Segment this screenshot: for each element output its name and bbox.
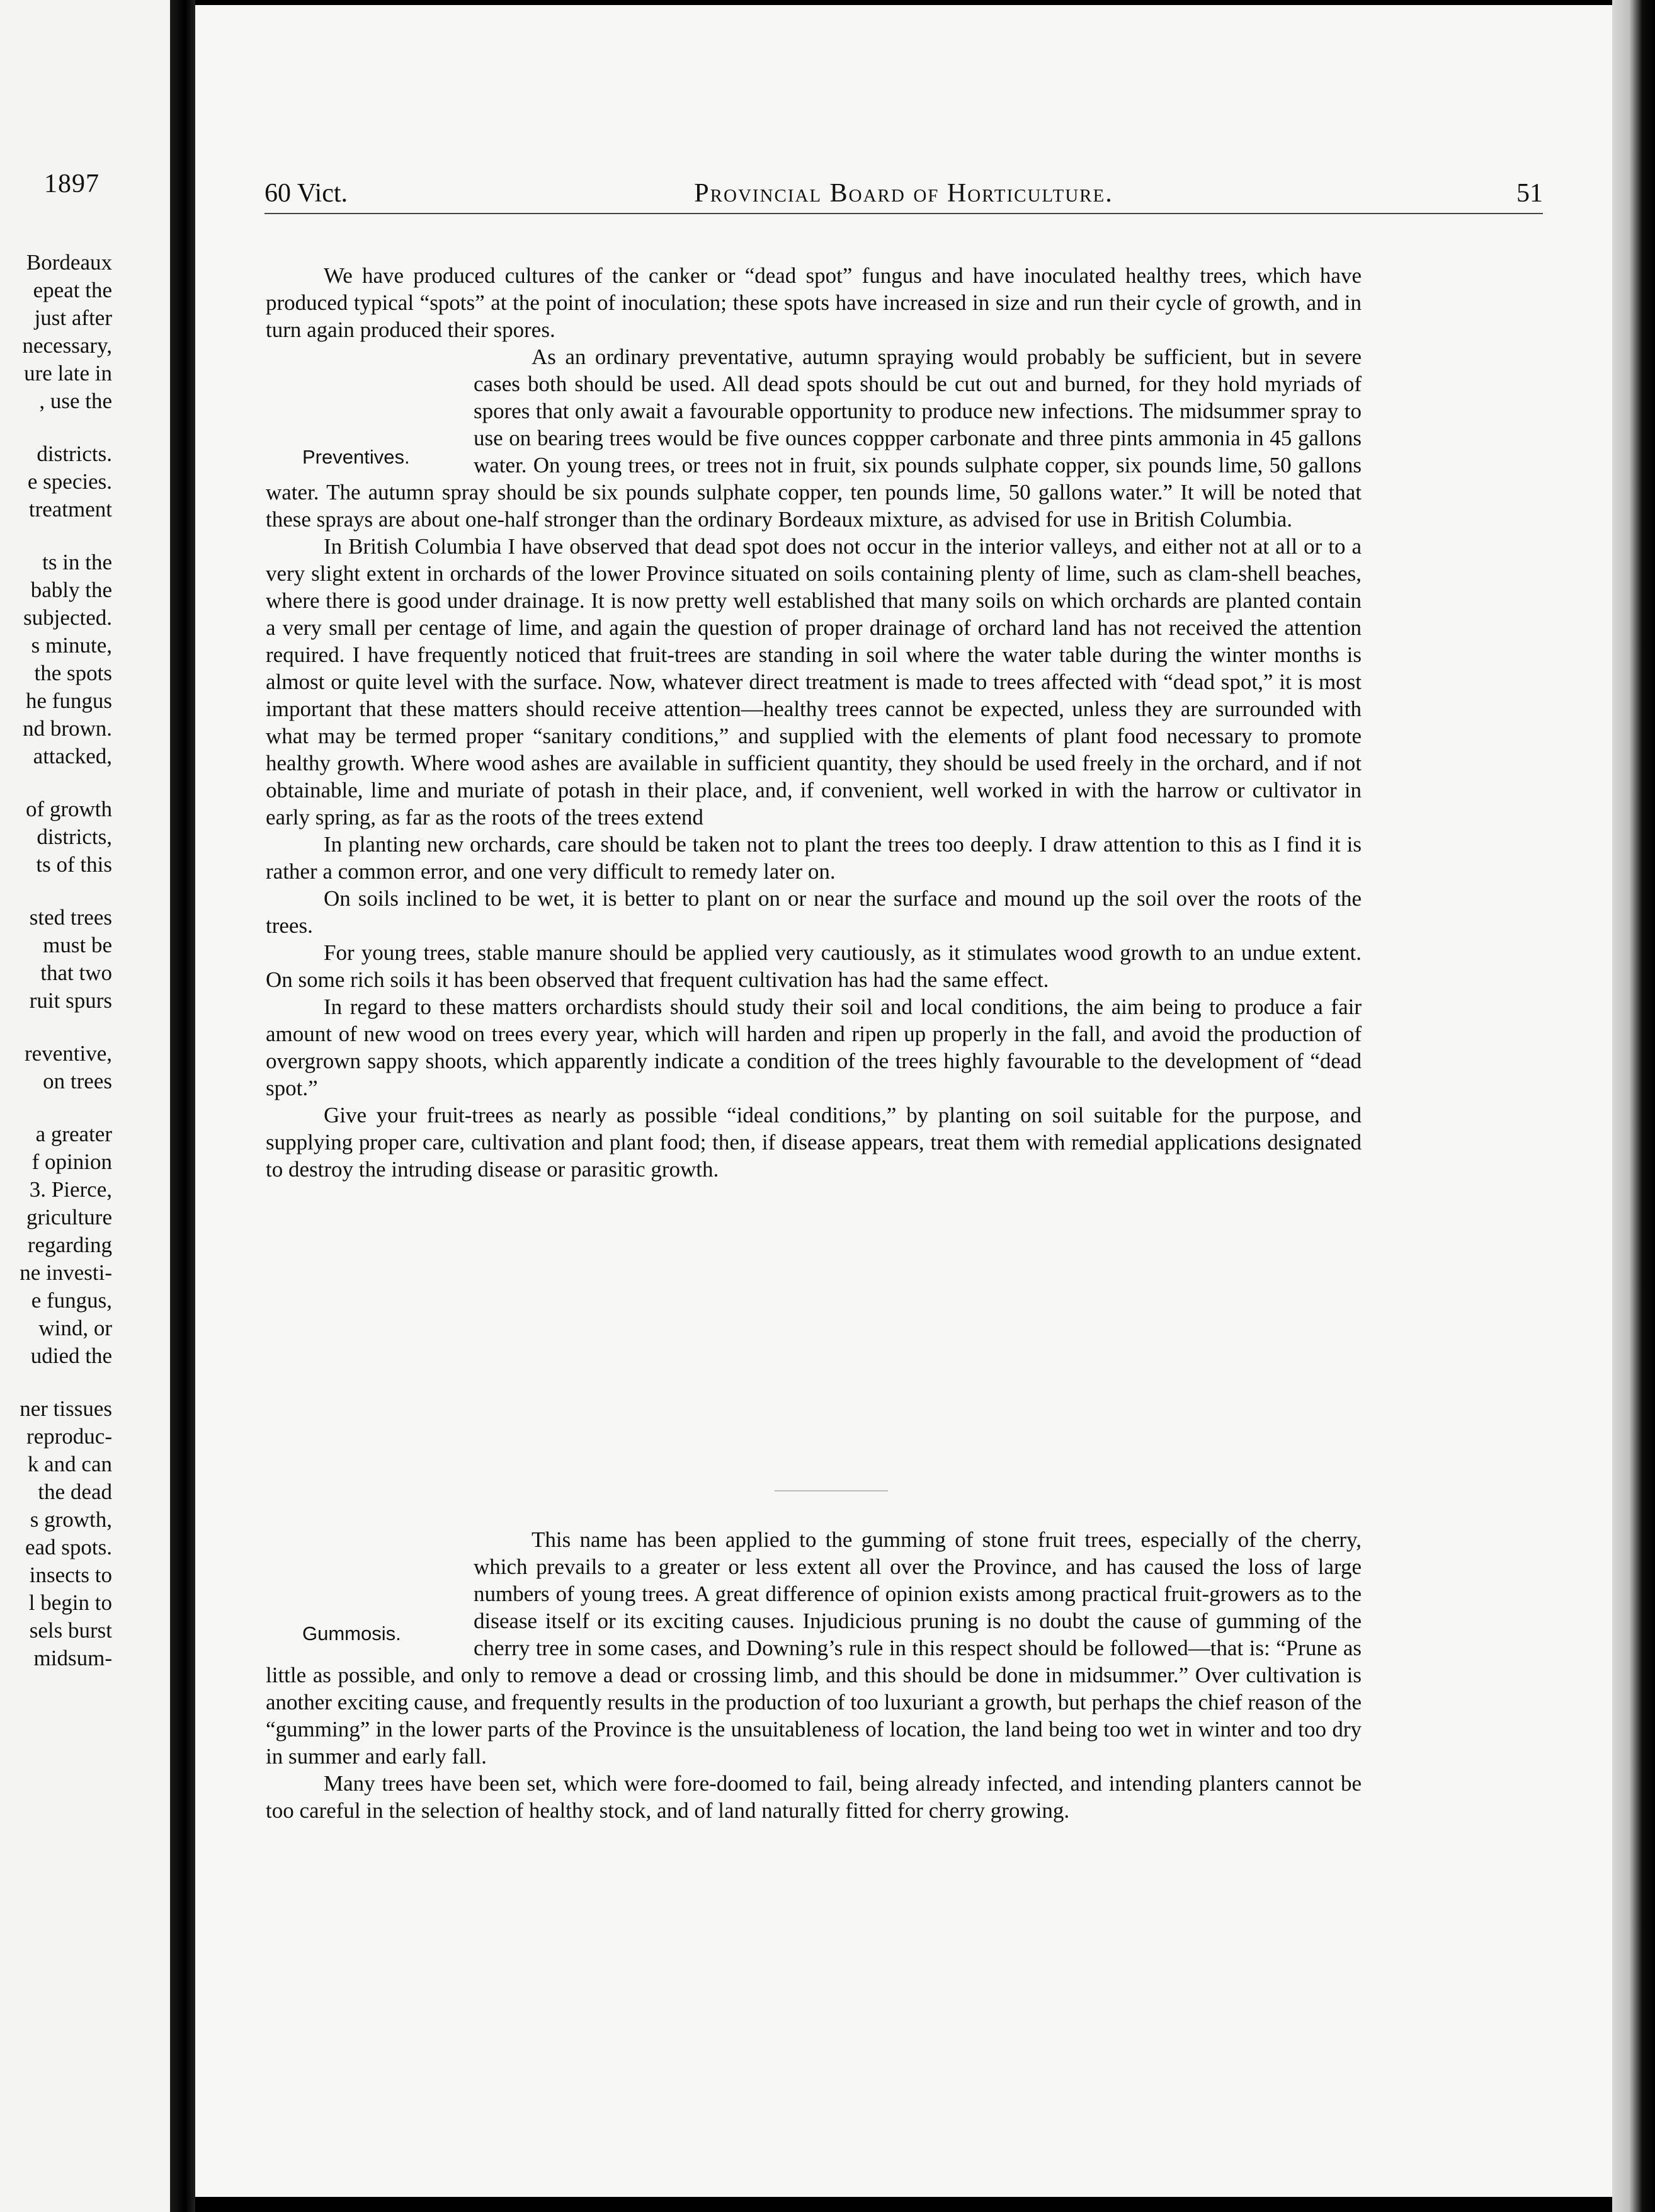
- left-page-fragment: midsum-: [33, 1646, 112, 1670]
- left-page-fragment: wind, or: [38, 1316, 112, 1340]
- left-page-fragment: Bordeaux: [26, 250, 112, 275]
- paragraph: [266, 1526, 1362, 1770]
- book-gutter: [170, 0, 195, 2212]
- left-page-fragment: reventive,: [25, 1041, 112, 1066]
- left-page-fragment: on trees: [43, 1069, 112, 1093]
- section-gummosis: [266, 1526, 1362, 1824]
- header-rule: [264, 213, 1543, 214]
- page-number: 51: [1516, 179, 1543, 208]
- paragraph: In British Columbia I have observed that dead spot does not occur in the interior valleys, and either not at all or to a very slight extent in orchards of the lower Province situated on soils containing plenty of lime, such as clam-shell beaches, where there is good under drainage. It is now pretty well established that many soils on which orchards are planted contain a very small per centage of lime, and again the question of proper drainage of orchard land has not received the attention required. I have frequently noticed that fruit-trees are standing in soil where the water table during the winter months is almost or quite level with the surface. Now, whatever direct treatment is made to trees affected with “dead spot,” it is most important that these matters should receive attention—healthy trees cannot be expected, unless they are surrounded with what may be termed proper “sanitary conditions,” and supplied with the elements of plant food necessary to promote healthy growth. Where wood ashes are available in sufficient quantity, they should be used freely in the orchard, and if not obtainable, lime and muriate of potash in their place, and, if convenient, well worked in with the harrow or cultivator in early spring, as far as the roots of the trees extend: [266, 534, 1362, 830]
- left-page-fragment: , use the: [39, 389, 112, 413]
- left-page-fragment: k and can: [27, 1452, 112, 1476]
- left-page-fragment: s minute,: [31, 633, 112, 658]
- section-dead-spot: [266, 262, 1362, 1183]
- left-page-fragment: ts of this: [36, 852, 112, 877]
- left-page-fragment: must be: [43, 933, 112, 957]
- margin-note-space: [266, 397, 474, 479]
- header-title: Provincial Board of Horticulture.: [694, 179, 1113, 208]
- main-page: [195, 5, 1612, 2197]
- left-page-fragment: just after: [34, 305, 112, 330]
- left-page-fragment: e fungus,: [31, 1288, 112, 1313]
- left-page-fragment: the dead: [38, 1479, 112, 1504]
- paragraph: In planting new orchards, care should be taken not to plant the trees too deeply. I draw attention to this as I find it is rather a common error, and one very difficult to remedy later on.: [266, 832, 1362, 884]
- left-page-fragment: a greater: [35, 1122, 112, 1146]
- left-page-fragment: sted trees: [29, 905, 112, 930]
- paragraph: Give your fruit-trees as nearly as possible “ideal conditions,” by planting on soil suitable for the purpose, and supplying proper care, cultivation and plant food; then, if disease appears, treat them with remedial applications designated to destroy the intruding disease or parasitic growth.: [266, 1103, 1362, 1182]
- margin-note-gummosis: Gummosis.: [302, 1622, 401, 1645]
- left-page-fragment: he fungus: [25, 688, 112, 713]
- left-page-fragment: 3. Pierce,: [29, 1177, 112, 1202]
- left-page-fragment: reproduc-: [26, 1424, 112, 1449]
- left-page-fragment: ruit spurs: [29, 988, 112, 1013]
- left-page-fragment: s growth,: [30, 1507, 112, 1532]
- left-page-fragment: f opinion: [31, 1149, 112, 1174]
- paragraph: For young trees, stable manure should be applied very cautiously, as it stimulates wood growth to an undue extent. On some rich soils it has been observed that frequent cultivation has had the same effect.: [266, 940, 1362, 992]
- left-page-fragment: e species.: [27, 469, 112, 494]
- margin-note-space: [266, 1580, 474, 1662]
- left-page-fragment: treatment: [28, 497, 112, 522]
- left-page-fragment: ead spots.: [25, 1535, 112, 1559]
- paragraph: [266, 343, 1362, 533]
- page-right-edge: [1612, 0, 1655, 2212]
- section-separator: [775, 1490, 888, 1491]
- left-page-fragment: ner tissues: [20, 1396, 112, 1421]
- header-regnal-year: 60 Vict.: [264, 179, 348, 208]
- paragraph: In regard to these matters orchardists should study their soil and local conditions, the aim being to produce a fair amount of new wood on trees every year, which will harden and ripen up properly in the fall, and avoid the production of overgrown sappy shoots, which apparently indicate a condition of the trees highly favourable to the development of “dead spot.”: [266, 995, 1362, 1100]
- left-page-fragment: subjected.: [23, 605, 112, 630]
- left-page-fragment: ne investi-: [20, 1260, 112, 1285]
- left-page-fragment: that two: [40, 961, 112, 985]
- left-page-fragment: epeat the: [33, 278, 112, 302]
- left-page-fragment: districts,: [37, 824, 112, 849]
- left-page-fragment: the spots: [34, 661, 112, 685]
- left-facing-page: [0, 0, 170, 2212]
- left-page-fragment: griculture: [26, 1205, 112, 1229]
- left-page-fragment: of growth: [25, 797, 112, 821]
- left-page-fragment: l begin to: [28, 1590, 112, 1615]
- margin-note-preventives: Preventives.: [302, 446, 410, 468]
- page-header: [264, 178, 1543, 216]
- left-page-fragment: bably the: [30, 578, 112, 602]
- left-page-fragment: necessary,: [22, 333, 112, 358]
- left-page-fragment: insects to: [29, 1563, 112, 1587]
- left-page-fragment: ts in the: [42, 550, 112, 574]
- paragraph: Many trees have been set, which were fore-doomed to fail, being already infected, and intending planters cannot be too careful in the selection of healthy stock, and of land naturally fitted for cherry growing.: [266, 1771, 1362, 1823]
- left-page-year: 1897: [44, 169, 100, 198]
- paragraph: On soils inclined to be wet, it is better to plant on or near the surface and mound up the soil over the roots of the trees.: [266, 886, 1362, 938]
- left-page-fragment: districts.: [37, 442, 112, 466]
- left-page-fragment: nd brown.: [23, 716, 112, 741]
- left-page-fragment: regarding: [27, 1233, 112, 1257]
- paragraph: We have produced cultures of the canker or “dead spot” fungus and have inoculated healthy trees, which have produced typical “spots” at the point of inoculation; these spots have increased in size and run their cycle of growth, and in turn again produced their spores.: [266, 263, 1362, 342]
- left-page-fragment: udied the: [30, 1343, 112, 1368]
- paragraph-text: This name has been applied to the gumming of stone fruit trees, especially of the cherry, which prevails to a greater or less extent all over the Province, and has caused the loss of large numbers of young trees. A great difference of opinion exists among practical fruit-growers as to the disease itself or its exciting causes. Injudicious pruning is no doubt the cause of gumming of the cherry tree in some cases, and Downing’s rule in this respect should be followed—that is: “Prune as little as possible, and only to remove a dead or crossing limb, and this should be done in midsummer.” Over cultivation is another exciting cause, and frequently results in the production of too luxuriant a growth, but perhaps the chief reason of the “gumming” in the lower parts of the Province is the unsuitableness of location, the land being too wet in winter and too dry in summer and early fall.: [266, 1527, 1362, 1769]
- left-page-fragment: sels burst: [29, 1618, 112, 1643]
- left-page-fragment: attacked,: [33, 744, 112, 768]
- left-page-fragment: ure late in: [24, 361, 112, 385]
- paragraph-text: As an ordinary preventative, autumn spraying would probably be sufficient, but in severe cases both should be used. All dead spots should be cut out and burned, for they hold myriads of spores that only await a favourable opportunity to produce new infections. The midsummer spray to use on bearing trees would be five ounces coppper carbonate and three pints ammonia in 45 gallons water. On young trees, or trees not in fruit, six pounds sulphate copper, six pounds lime, 50 gallons water. The autumn spray should be six pounds sulphate copper, ten pounds lime, 50 gallons water.” It will be noted that these sprays are about one-half stronger than the ordinary Bordeaux mixture, as advised for use in British Columbia.: [266, 345, 1362, 532]
